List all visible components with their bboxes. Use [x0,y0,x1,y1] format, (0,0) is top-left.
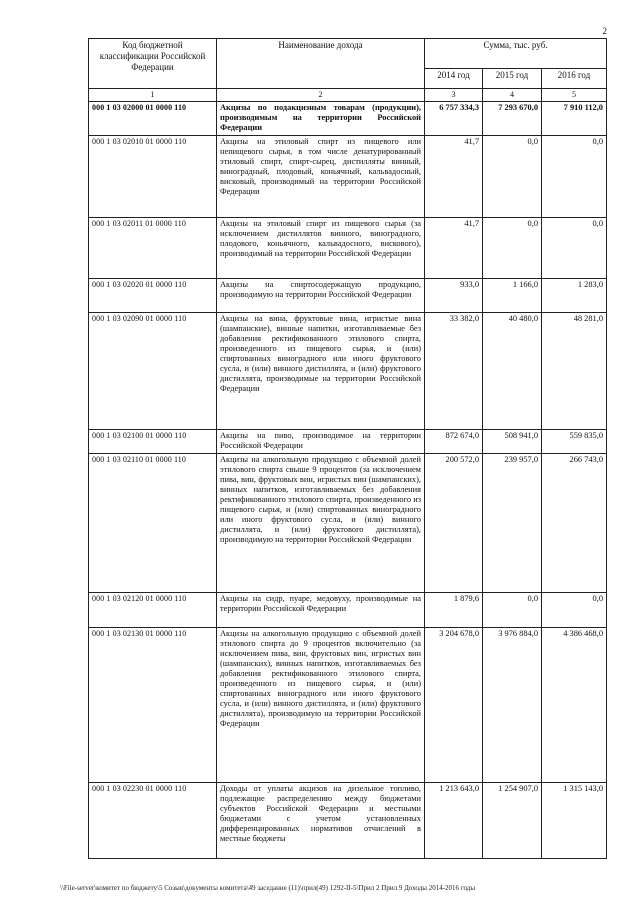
row-name: Акцизы на пиво, производимое на территории Российской Федерации [217,429,425,453]
table-row [89,627,607,782]
row-value-2016: 7 910 112,0 [542,101,607,135]
header-year-2015: 2015 год [483,69,542,89]
header-year-2016: 2016 год [542,69,607,89]
row-name: Акцизы на этиловый спирт из пищевого или непищевого сырья, в том числе денатурированный этиловый спирт, спирт-сырец, дистилляты винный, виноградный, плодовый, коньячный, кальвадосный, висковый, производимый на территории Российской Федерации [217,135,425,217]
row-code: 000 1 03 02010 01 0000 110 [89,135,217,217]
header-sum: Сумма, тыс. руб. [425,39,607,69]
table-row [89,135,607,217]
row-value-2015: 3 976 884,0 [483,627,542,782]
row-value-2014: 3 204 678,0 [425,627,483,782]
row-value-2014: 1 879,6 [425,592,483,627]
table-row [89,453,607,592]
table-row [89,782,607,858]
row-value-2016: 48 281,0 [542,312,607,429]
row-code: 000 1 03 02090 01 0000 110 [89,312,217,429]
row-code: 000 1 03 02230 01 0000 110 [89,782,217,858]
column-number: 1 [89,89,217,102]
column-number: 2 [217,89,425,102]
row-name: Акцизы на алкогольную продукцию с объемной долей этилового спирта до 9 процентов включительно (за исключением пива, вин, фруктовых вин, игристых вин (шампанских), винных напитков, изготавливаемых без добавления ректификованного этилового спирта, произведенного из пищевого сырья, и (или) спиртованных виноградного или иного фруктового сусла, и (или) винного дистиллята, и (или) фруктового дистиллята), производимую на территории Российской Федерации [217,627,425,782]
row-value-2016: 0,0 [542,217,607,278]
table-row [89,217,607,278]
table-row [89,429,607,453]
row-value-2014: 33 382,0 [425,312,483,429]
table-row [89,278,607,312]
row-value-2015: 508 941,0 [483,429,542,453]
header-name: Наименование дохода [217,39,425,89]
row-value-2015: 0,0 [483,135,542,217]
page-number: 2 [602,26,607,36]
row-value-2015: 0,0 [483,592,542,627]
row-name: Доходы от уплаты акцизов на дизельное топливо, подлежащие распределению между бюджетами субъектов Российской Федерации и местными бюджетами с учетом установленных дифференцированных нормативов отчислений в местные бюджеты [217,782,425,858]
row-code: 000 1 03 02110 01 0000 110 [89,453,217,592]
row-value-2014: 933,0 [425,278,483,312]
column-number: 3 [425,89,483,102]
row-value-2015: 1 254 907,0 [483,782,542,858]
row-value-2015: 1 166,0 [483,278,542,312]
row-code: 000 1 03 02120 01 0000 110 [89,592,217,627]
row-name: Акцизы по подакцизным товарам (продукции), производимым на территории Российской Федерации [217,101,425,135]
row-name: Акцизы на сидр, пуаре, медовуху, производимые на территории Российской Федерации [217,592,425,627]
row-value-2014: 6 757 334,3 [425,101,483,135]
row-value-2014: 41,7 [425,217,483,278]
row-value-2015: 40 480,0 [483,312,542,429]
table-row [89,101,607,135]
row-value-2014: 872 674,0 [425,429,483,453]
row-value-2016: 559 835,0 [542,429,607,453]
row-value-2016: 0,0 [542,135,607,217]
row-code: 000 1 03 02011 01 0000 110 [89,217,217,278]
row-value-2015: 239 957,0 [483,453,542,592]
column-number: 5 [542,89,607,102]
row-value-2015: 0,0 [483,217,542,278]
file-path-footer: \\File-server\комитет по бюджету\5 Созыв\документы комитета\49 заседание (11)\прил(49) 1292-II-5\Прил 2 Прил 9 Доходы 2014-2016 годы [60,884,476,892]
row-value-2016: 0,0 [542,592,607,627]
row-value-2016: 1 315 143,0 [542,782,607,858]
table-row [89,312,607,429]
row-code: 000 1 03 02130 01 0000 110 [89,627,217,782]
row-value-2015: 7 293 670,0 [483,101,542,135]
row-code: 000 1 03 02100 01 0000 110 [89,429,217,453]
row-name: Акцизы на алкогольную продукцию с объемной долей этилового спирта свыше 9 процентов (за исключением пива, вин, фруктовых вин, игристых вин (шампанских), винных напитков, изготавливаемых без добавления ректификованного этилового спирта, произведенного из пищевого сырья, и (или) спиртованных виноградного или иного фруктового сусла, и (или) винного дистиллята, и (или) фруктового дистиллята), производимую на территории Российской Федерации [217,453,425,592]
row-value-2014: 1 213 643,0 [425,782,483,858]
row-value-2016: 1 283,0 [542,278,607,312]
table-row [89,592,607,627]
row-code: 000 1 03 02000 01 0000 110 [89,101,217,135]
header-code: Код бюджетной классификации Российской Федерации [89,39,217,89]
row-name: Акцизы на этиловый спирт из пищевого сырья (за исключением дистиллятов винного, виноградного, плодового, коньячного, кальвадосного, вискового), производимый на территории Российской Федерации [217,217,425,278]
row-value-2014: 200 572,0 [425,453,483,592]
row-code: 000 1 03 02020 01 0000 110 [89,278,217,312]
income-table [88,38,607,859]
row-value-2014: 41,7 [425,135,483,217]
header-year-2014: 2014 год [425,69,483,89]
row-value-2016: 266 743,0 [542,453,607,592]
row-value-2016: 4 386 468,0 [542,627,607,782]
row-name: Акцизы на спиртосодержащую продукцию, производимую на территории Российской Федерации [217,278,425,312]
column-number: 4 [483,89,542,102]
row-name: Акцизы на вина, фруктовые вина, игристые вина (шампанские), винные напитки, изготавливаемые без добавления ректификованного этилового спирта, произведенного из пищевого сырья, и (или) спиртованных виноградного или иного фруктового сусла, и (или) винного дистиллята, и (или) фруктового дистиллята, производимые на территории Российской Федерации [217,312,425,429]
